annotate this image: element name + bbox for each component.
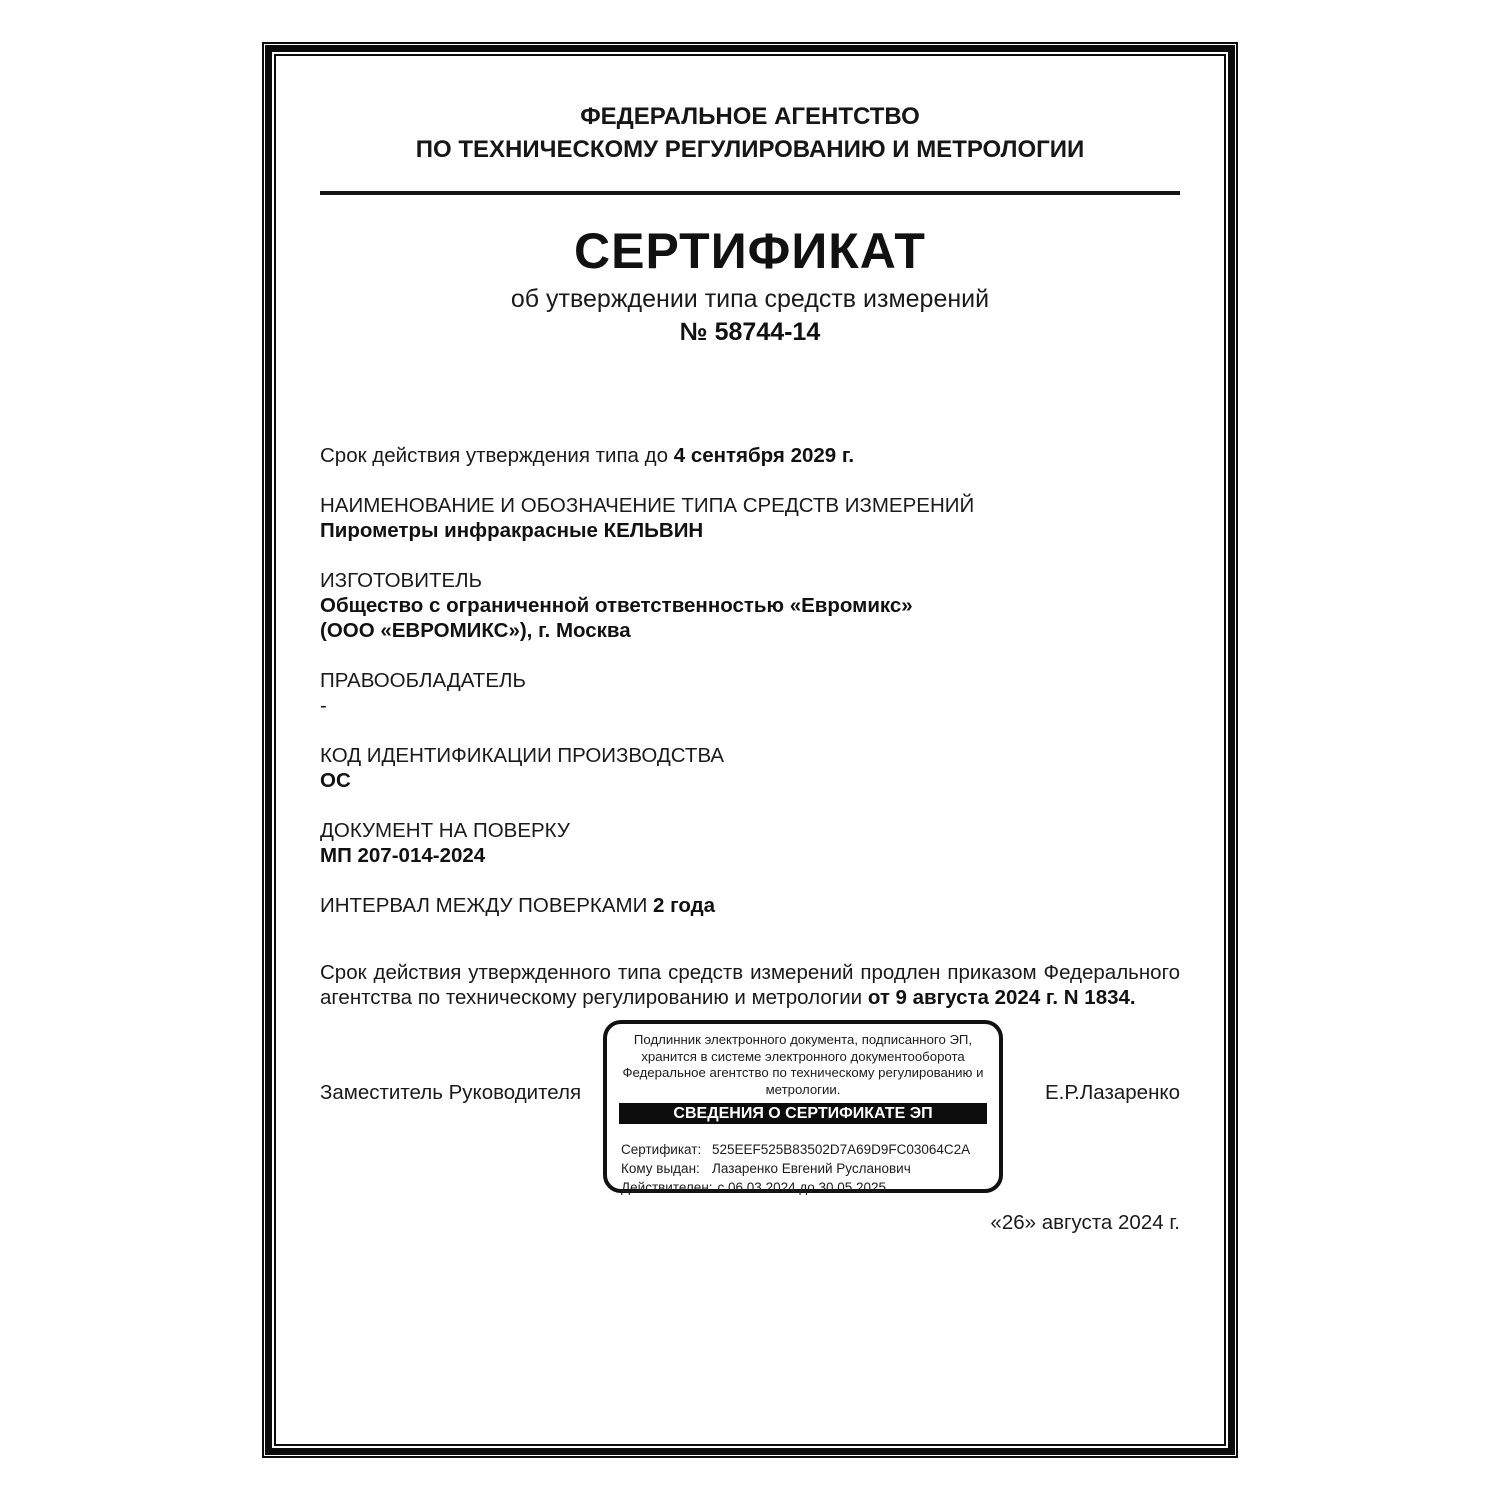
verification-document-section [320, 818, 1180, 868]
manufacturer-value-line2: (ООО «ЕВРОМИКС»), г. Москва [320, 619, 631, 642]
agency-name-line2: ПО ТЕХНИЧЕСКОМУ РЕГУЛИРОВАНИЮ И МЕТРОЛОГИИ [415, 136, 1085, 163]
issue-date: «26» августа 2024 г. [990, 1211, 1180, 1234]
stamp-issued-value: Лазаренко Евгений Русланович [712, 1161, 911, 1176]
stamp-description-line2: хранится в системе электронного документооборота [641, 1048, 965, 1064]
header-divider-rule [320, 191, 1180, 195]
production-code-section [320, 743, 1180, 793]
validity-section [320, 443, 1180, 468]
stamp-valid-value: с 06.03.2024 до 30.05.2025 [717, 1180, 887, 1195]
signatory-name: Е.Р.Лазаренко [1044, 1081, 1180, 1104]
stamp-valid-label: Действителен: [621, 1180, 713, 1195]
stamp-description-line3: Федеральное агентство по техническому регулированию и [622, 1065, 984, 1080]
agency-header [320, 100, 1180, 166]
agency-name-line1: ФЕДЕРАЛЬНОЕ АГЕНТСТВО [580, 103, 920, 130]
validity-prefix: Срок действия утверждения типа до [320, 444, 674, 467]
rights-holder-value: - [320, 694, 327, 717]
stamp-description-line1: Подлинник электронного документа, подписанного ЭП, [633, 1032, 973, 1047]
verification-document-label: ДОКУМЕНТ НА ПОВЕРКУ [320, 819, 570, 842]
manufacturer-section [320, 568, 1180, 643]
electronic-signature-stamp [603, 1020, 1003, 1193]
verification-document-value: МП 207-014-2024 [320, 844, 486, 867]
name-type-label: НАИМЕНОВАНИЕ И ОБОЗНАЧЕНИЕ ТИПА СРЕДСТВ ИЗМЕРЕНИЙ [320, 494, 975, 517]
stamp-issued-label: Кому выдан: [621, 1161, 700, 1176]
validity-date: 4 сентября 2029 г. [673, 444, 855, 467]
stamp-cert-row [621, 1140, 991, 1159]
stamp-bar-title: СВЕДЕНИЯ О СЕРТИФИКАТЕ ЭП [619, 1103, 987, 1124]
verification-interval-label: ИНТЕРВАЛ МЕЖДУ ПОВЕРКАМИ [320, 894, 654, 917]
stamp-description [607, 1024, 999, 1098]
document-subtitle: об утверждении типа средств измерений [510, 285, 990, 313]
verification-interval-value: 2 года [653, 894, 716, 917]
production-code-label: КОД ИДЕНТИФИКАЦИИ ПРОИЗВОДСТВА [320, 744, 725, 767]
prolongation-paragraph [320, 960, 1180, 1010]
stamp-valid-row [621, 1178, 991, 1197]
rights-holder-section [320, 668, 1180, 718]
verification-interval-section [320, 893, 1180, 918]
name-type-section [320, 493, 1180, 543]
prolongation-order: от 9 августа 2024 г. N 1834. [867, 986, 1136, 1009]
prolongation-text: Срок действия утвержденного типа средств измерений продлен приказом Федерального агентства по техническому регулированию и метрологии [320, 961, 1180, 1009]
stamp-cert-value: 525EEF525B83502D7A69D9FC03064C2A [712, 1142, 971, 1157]
stamp-cert-label: Сертификат: [621, 1142, 702, 1157]
signatory-position: Заместитель Руководителя [320, 1081, 582, 1104]
document-title: СЕРТИФИКАТ [574, 223, 926, 279]
manufacturer-label: ИЗГОТОВИТЕЛЬ [320, 569, 483, 592]
production-code-value: ОС [320, 769, 351, 792]
stamp-issued-row [621, 1159, 991, 1178]
stamp-details [621, 1140, 991, 1197]
manufacturer-value-line1: Общество с ограниченной ответственностью «Евромикс» [320, 594, 913, 617]
rights-holder-label: ПРАВООБЛАДАТЕЛЬ [320, 669, 526, 692]
stamp-description-line4: метрологии. [765, 1081, 841, 1097]
name-type-value: Пирометры инфракрасные КЕЛЬВИН [320, 519, 704, 542]
certificate-number: № 58744-14 [679, 318, 821, 346]
certificate-body [320, 443, 1180, 1010]
